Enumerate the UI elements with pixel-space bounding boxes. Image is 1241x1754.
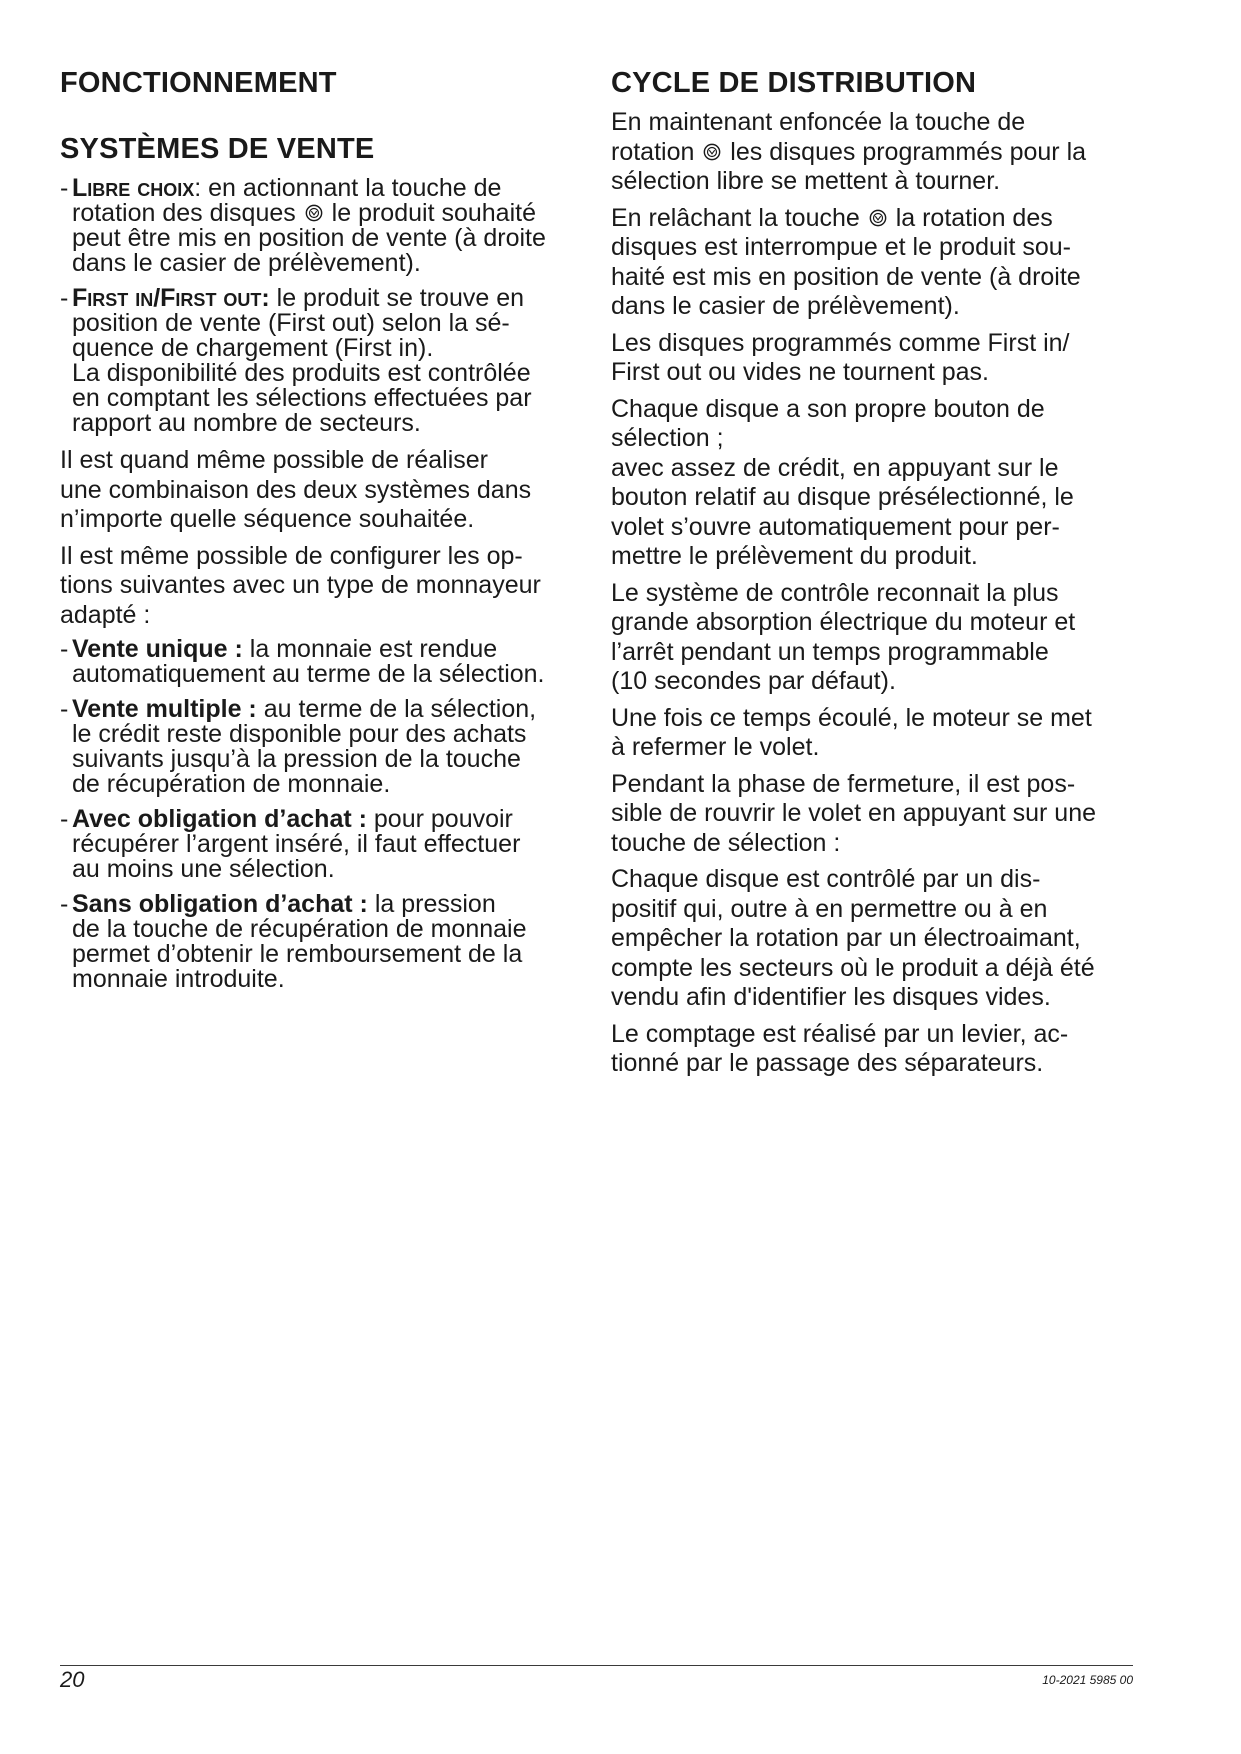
rotation-key-icon xyxy=(703,143,721,161)
rotation-key-icon xyxy=(869,209,887,227)
paragraph-options: Il est même possible de configurer les op- tions suivantes avec un type de monnayeur adapté : xyxy=(60,541,541,629)
left-column xyxy=(60,62,590,1002)
bullet-avec-obligation: - Avec obligation d’achat : pour pouvoir récupérer l’argent inséré, il faut effectuer au moins une sélection. xyxy=(60,805,521,883)
right-column xyxy=(611,62,1151,1086)
term-avec-obligation: Avec obligation d’achat : xyxy=(72,805,367,833)
bullet-dash: - xyxy=(60,695,69,723)
bullet-first-in-first-out: - First in/First out: le produit se trouve en position de vente (First out) selon la sé- quence de chargement (First in). La disponibilité des produits est contrôlée en comptant les sélections effectuées par rapport au nombre de secteurs. xyxy=(60,284,532,437)
term-first-in-first-out: First in/First out: xyxy=(72,284,270,312)
bullet-libre-choix: - Libre choix: en actionnant la touche de rotation des disques le produit souhaité peut être mis en position de vente (à droite dans le casier de prélèvement). xyxy=(60,174,546,277)
bullet-dash: - xyxy=(60,805,69,833)
bullet-dash: - xyxy=(60,284,69,312)
term-libre-choix: Libre choix xyxy=(72,174,195,202)
rotation-key-icon xyxy=(305,204,323,222)
bullet-dash: - xyxy=(60,174,69,202)
bullet-dash: - xyxy=(60,635,69,663)
paragraph-comptage: Le comptage est réalisé par un levier, ac- tionné par le passage des séparateurs. xyxy=(611,1019,1069,1077)
section-heading-systemes-de-vente: SYSTÈMES DE VENTE xyxy=(60,133,375,165)
term-sans-obligation: Sans obligation d’achat : xyxy=(72,890,368,918)
paragraph-phase-fermeture: Pendant la phase de fermeture, il est pos- sible de rouvrir le volet en appuyant sur une touche de sélection : xyxy=(611,769,1097,857)
bullet-dash: - xyxy=(60,890,69,918)
paragraph-relachant: En relâchant la touche la rotation des disques est interrompue et le produit sou- haité est mis en position de vente (à droite dans le casier de prélèvement). xyxy=(611,203,1081,320)
paragraph-bouton-selection: Chaque disque a son propre bouton de sélection ; avec assez de crédit, en appuyant sur le bouton relatif au disque présélectionné, le volet s’ouvre automatiquement pour per- mettre le prélèvement du produit. xyxy=(611,394,1074,570)
paragraph-controle-disque: Chaque disque est contrôlé par un dis- positif qui, outre à en permettre ou à en empêcher la rotation par un électroaimant, compte les secteurs où le produit a déjà été vendu afin d'identifier les disques vides. xyxy=(611,865,1095,1011)
document-reference: 10-2021 5985 00 xyxy=(1042,1673,1133,1687)
paragraph-systeme-controle: Le système de contrôle reconnait la plus grande absorption électrique du moteur et l’arrêt pendant un temps programmable (10 secondes par défaut). xyxy=(611,578,1076,695)
bullet-sans-obligation: - Sans obligation d’achat : la pression de la touche de récupération de monnaie permet d’obtenir le remboursement de la monnaie introduite. xyxy=(60,890,527,993)
bullet-vente-unique: - Vente unique : la monnaie est rendue automatiquement au terme de la sélection. xyxy=(60,635,545,688)
paragraph-first-in-first-out: Les disques programmés comme First in/ First out ou vides ne tournent pas. xyxy=(611,328,1070,386)
bullet-vente-multiple: - Vente multiple : au terme de la sélection, le crédit reste disponible pour des achats suivants jusqu’à la pression de la touche de récupération de monnaie. xyxy=(60,695,537,798)
paragraph-temps-ecoule: Une fois ce temps écoulé, le moteur se met à refermer le volet. xyxy=(611,703,1092,761)
term-vente-multiple: Vente multiple : xyxy=(72,695,257,723)
paragraph-maintenant-enfoncee: En maintenant enfoncée la touche de rotation les disques programmés pour la sélection libre se mettent à tourner. xyxy=(611,108,1087,195)
section-heading-cycle-de-distribution: CYCLE DE DISTRIBUTION xyxy=(611,67,977,99)
page-number: 20 xyxy=(60,1667,85,1692)
section-heading-fonctionnement: FONCTIONNEMENT xyxy=(60,67,337,99)
term-vente-unique: Vente unique : xyxy=(72,635,243,663)
footer-divider xyxy=(60,1665,1133,1666)
paragraph-combinaison: Il est quand même possible de réaliser une combinaison des deux systèmes dans n’importe quelle séquence souhaitée. xyxy=(60,446,532,533)
